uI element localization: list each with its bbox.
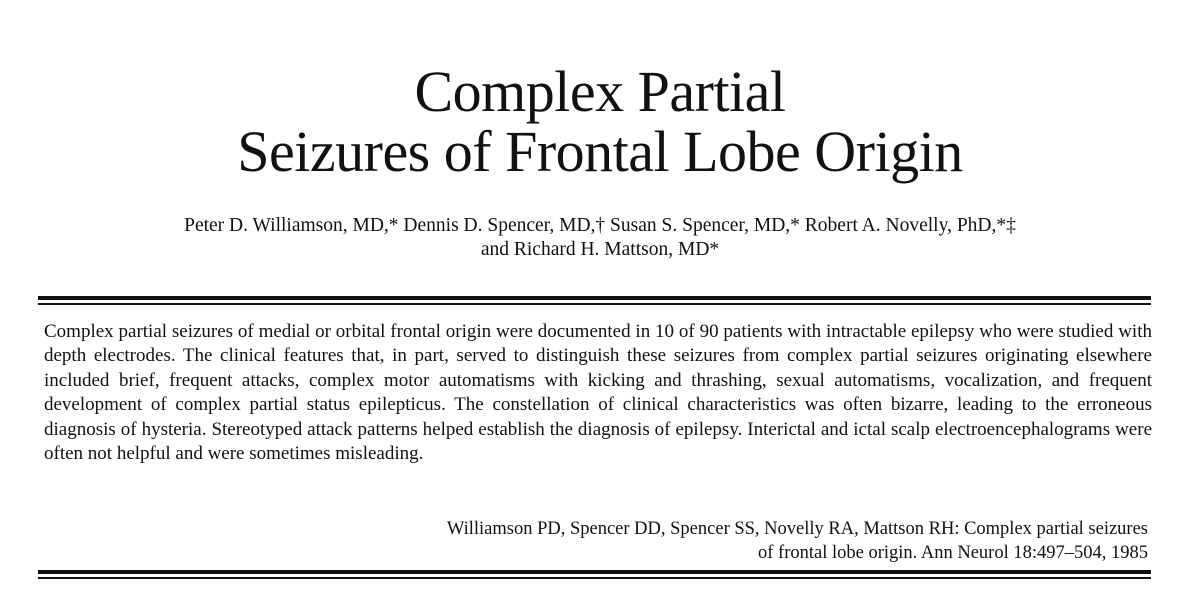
citation-line-1: Williamson PD, Spencer DD, Spencer SS, Novelly RA, Mattson RH: Complex partial seizures [446, 519, 1148, 539]
bottom-thin-rule [38, 577, 1151, 579]
citation [248, 518, 1148, 565]
authors-line-2: and Richard H. Mattson, MD* [480, 239, 720, 260]
bottom-thick-rule [38, 570, 1151, 574]
title-line-1: Complex Partial [414, 59, 786, 124]
authors-line-1: Peter D. Williamson, MD,* Dennis D. Spencer, MD,† Susan S. Spencer, MD,* Robert A. Novelly, PhD,*‡ [184, 215, 1016, 236]
top-thick-rule [38, 296, 1151, 300]
citation-line-2: of frontal lobe origin. Ann Neurol 18:497–504, 1985 [758, 542, 1148, 563]
abstract-text: Complex partial seizures of medial or orbital frontal origin were documented in 10 of 90 patients with intractable epilepsy who were studied with depth electrodes. The clinical features that, in part, served to distinguish these seizures from complex partial seizures originating elsewhere included brief, frequent attacks, complex motor automatisms with kicking and thrashing, sexual automatisms, vocalization, and frequent development of complex partial status epilepticus. The constellation of clinical characteristics was often bizarre, leading to the erroneous diagnosis of hysteria. Stereotyped attack patterns helped establish the diagnosis of epilepsy. Interictal and ictal scalp electroencephalograms were often not helpful and were sometimes misleading. [44, 321, 1152, 465]
bottom-double-rule [38, 570, 1151, 579]
top-double-rule [38, 296, 1151, 305]
title-line-2: Seizures of Frontal Lobe Origin [237, 119, 963, 184]
author-list [0, 214, 1200, 262]
top-thin-rule [38, 303, 1151, 305]
article-title [0, 59, 1200, 184]
